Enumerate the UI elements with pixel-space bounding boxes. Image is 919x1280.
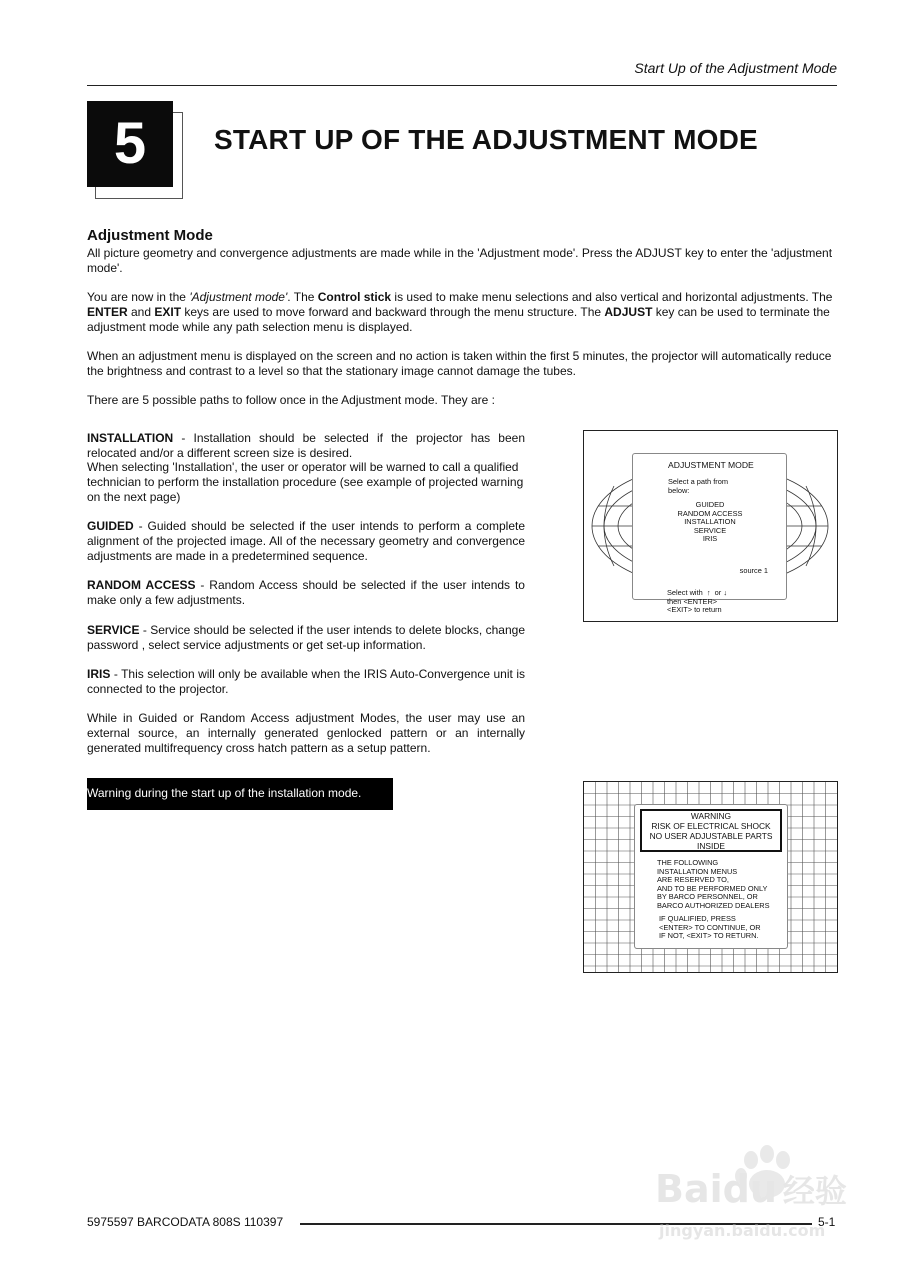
menu-hint: Select with ↑ or ↓ then <ENTER> <EXIT> to return xyxy=(667,588,728,615)
watermark-brand: Baidu 经验 xyxy=(655,1167,847,1211)
menu-options xyxy=(653,501,767,544)
running-header: Start Up of the Adjustment Mode xyxy=(634,60,837,76)
menu-source: source 1 xyxy=(739,566,768,575)
path-iris: IRIS - This selection will only be available when the IRIS Auto-Convergence unit is connected to the projector. xyxy=(87,667,525,696)
header-rule xyxy=(87,85,837,86)
intro-paragraph-1: All picture geometry and convergence adjustments are made while in the 'Adjustment mode'. Press the ADJUST key to enter the 'adjustment mode'. xyxy=(87,246,833,275)
section-title: Adjustment Mode xyxy=(87,227,213,244)
setup-pattern-paragraph: While in Guided or Random Access adjustment Modes, the user may use an external source, an internally generated genlocked pattern or an internally generated multifrequency cross hatch pattern as a setup pattern. xyxy=(87,711,525,755)
menu-option-iris[interactable]: IRIS xyxy=(702,534,718,544)
intro-paragraph-4: There are 5 possible paths to follow once in the Adjustment mode. They are : xyxy=(87,393,496,407)
arrow-up-icon: ↑ xyxy=(706,588,711,597)
footer-doc-code: 5975597 BARCODATA 808S 110397 xyxy=(87,1215,284,1229)
baidu-jingyan-watermark xyxy=(655,1140,870,1270)
menu-option-guided[interactable]: GUIDED xyxy=(695,500,725,509)
menu-title: ADJUSTMENT MODE xyxy=(668,460,754,470)
chapter-number: 5 xyxy=(87,101,173,187)
installation-warning-screen xyxy=(634,804,788,949)
path-random-access: RANDOM ACCESS - Random Access should be selected if the user intends to make only a few adjustments. xyxy=(87,578,525,607)
adjustment-menu-figure xyxy=(583,430,838,622)
menu-prompt: Select a path from below: xyxy=(668,477,728,495)
arrow-down-icon: ↓ xyxy=(723,588,728,597)
menu-option-random-access[interactable]: RANDOM ACCESS xyxy=(677,508,743,518)
path-installation-note: When selecting 'Installation', the user or operator will be warned to call a qualified technician to perform the installation procedure (see example of projected warning on the next page) xyxy=(87,460,524,504)
path-service: SERVICE - Service should be selected if the user intends to delete blocks, change password , select service adjustments or get set-up information. xyxy=(87,623,525,652)
menu-option-installation[interactable]: INSTALLATION xyxy=(684,517,736,527)
path-installation: INSTALLATION - Installation should be selected if the projector has been relocated and/or a different screen size is desired. xyxy=(87,431,525,460)
adjustment-mode-menu xyxy=(632,453,787,615)
menu-option-service[interactable]: SERVICE xyxy=(693,525,727,535)
continue-instructions: IF QUALIFIED, PRESS <ENTER> TO CONTINUE, OR IF NOT, <EXIT> TO RETURN. xyxy=(659,914,761,941)
chapter-title: START UP OF THE ADJUSTMENT MODE xyxy=(214,124,758,155)
path-guided: GUIDED - Guided should be selected if the user intends to perform a complete alignment of the projected image. All of the necessary geometry and convergence adjustments are made in a predetermined sequence. xyxy=(87,519,525,563)
installation-warning-figure xyxy=(583,781,838,973)
page-number: 5-1 xyxy=(818,1215,836,1229)
reserved-menus-note: THE FOLLOWING INSTALLATION MENUS ARE RESERVED TO, AND TO BE PERFORMED ONLY BY BARCO PERSONNEL, OR BARCO AUTHORIZED DEALERS xyxy=(657,858,770,910)
intro-paragraph-3: When an adjustment menu is displayed on the screen and no action is taken within the first 5 minutes, the projector will automatically reduce the brightness and contrast to a level so that the stationary image cannot damage the tubes. xyxy=(87,349,832,378)
warning-caption: Warning during the start up of the installation mode. xyxy=(87,778,393,810)
watermark-url: jingyan.baidu.com xyxy=(659,1221,826,1240)
intro-paragraph-2: You are now in the 'Adjustment mode'. The Control stick is used to make menu selections and also vertical and horizontal adjustments. The ENTER and EXIT keys are used to move forward and backward through the menu structure. The ADJUST key can be used to terminate the adjustment mode while any path selection menu is displayed. xyxy=(87,290,833,334)
shock-warning-label: WARNING RISK OF ELECTRICAL SHOCK NO USER ADJUSTABLE PARTS INSIDE xyxy=(640,809,782,852)
